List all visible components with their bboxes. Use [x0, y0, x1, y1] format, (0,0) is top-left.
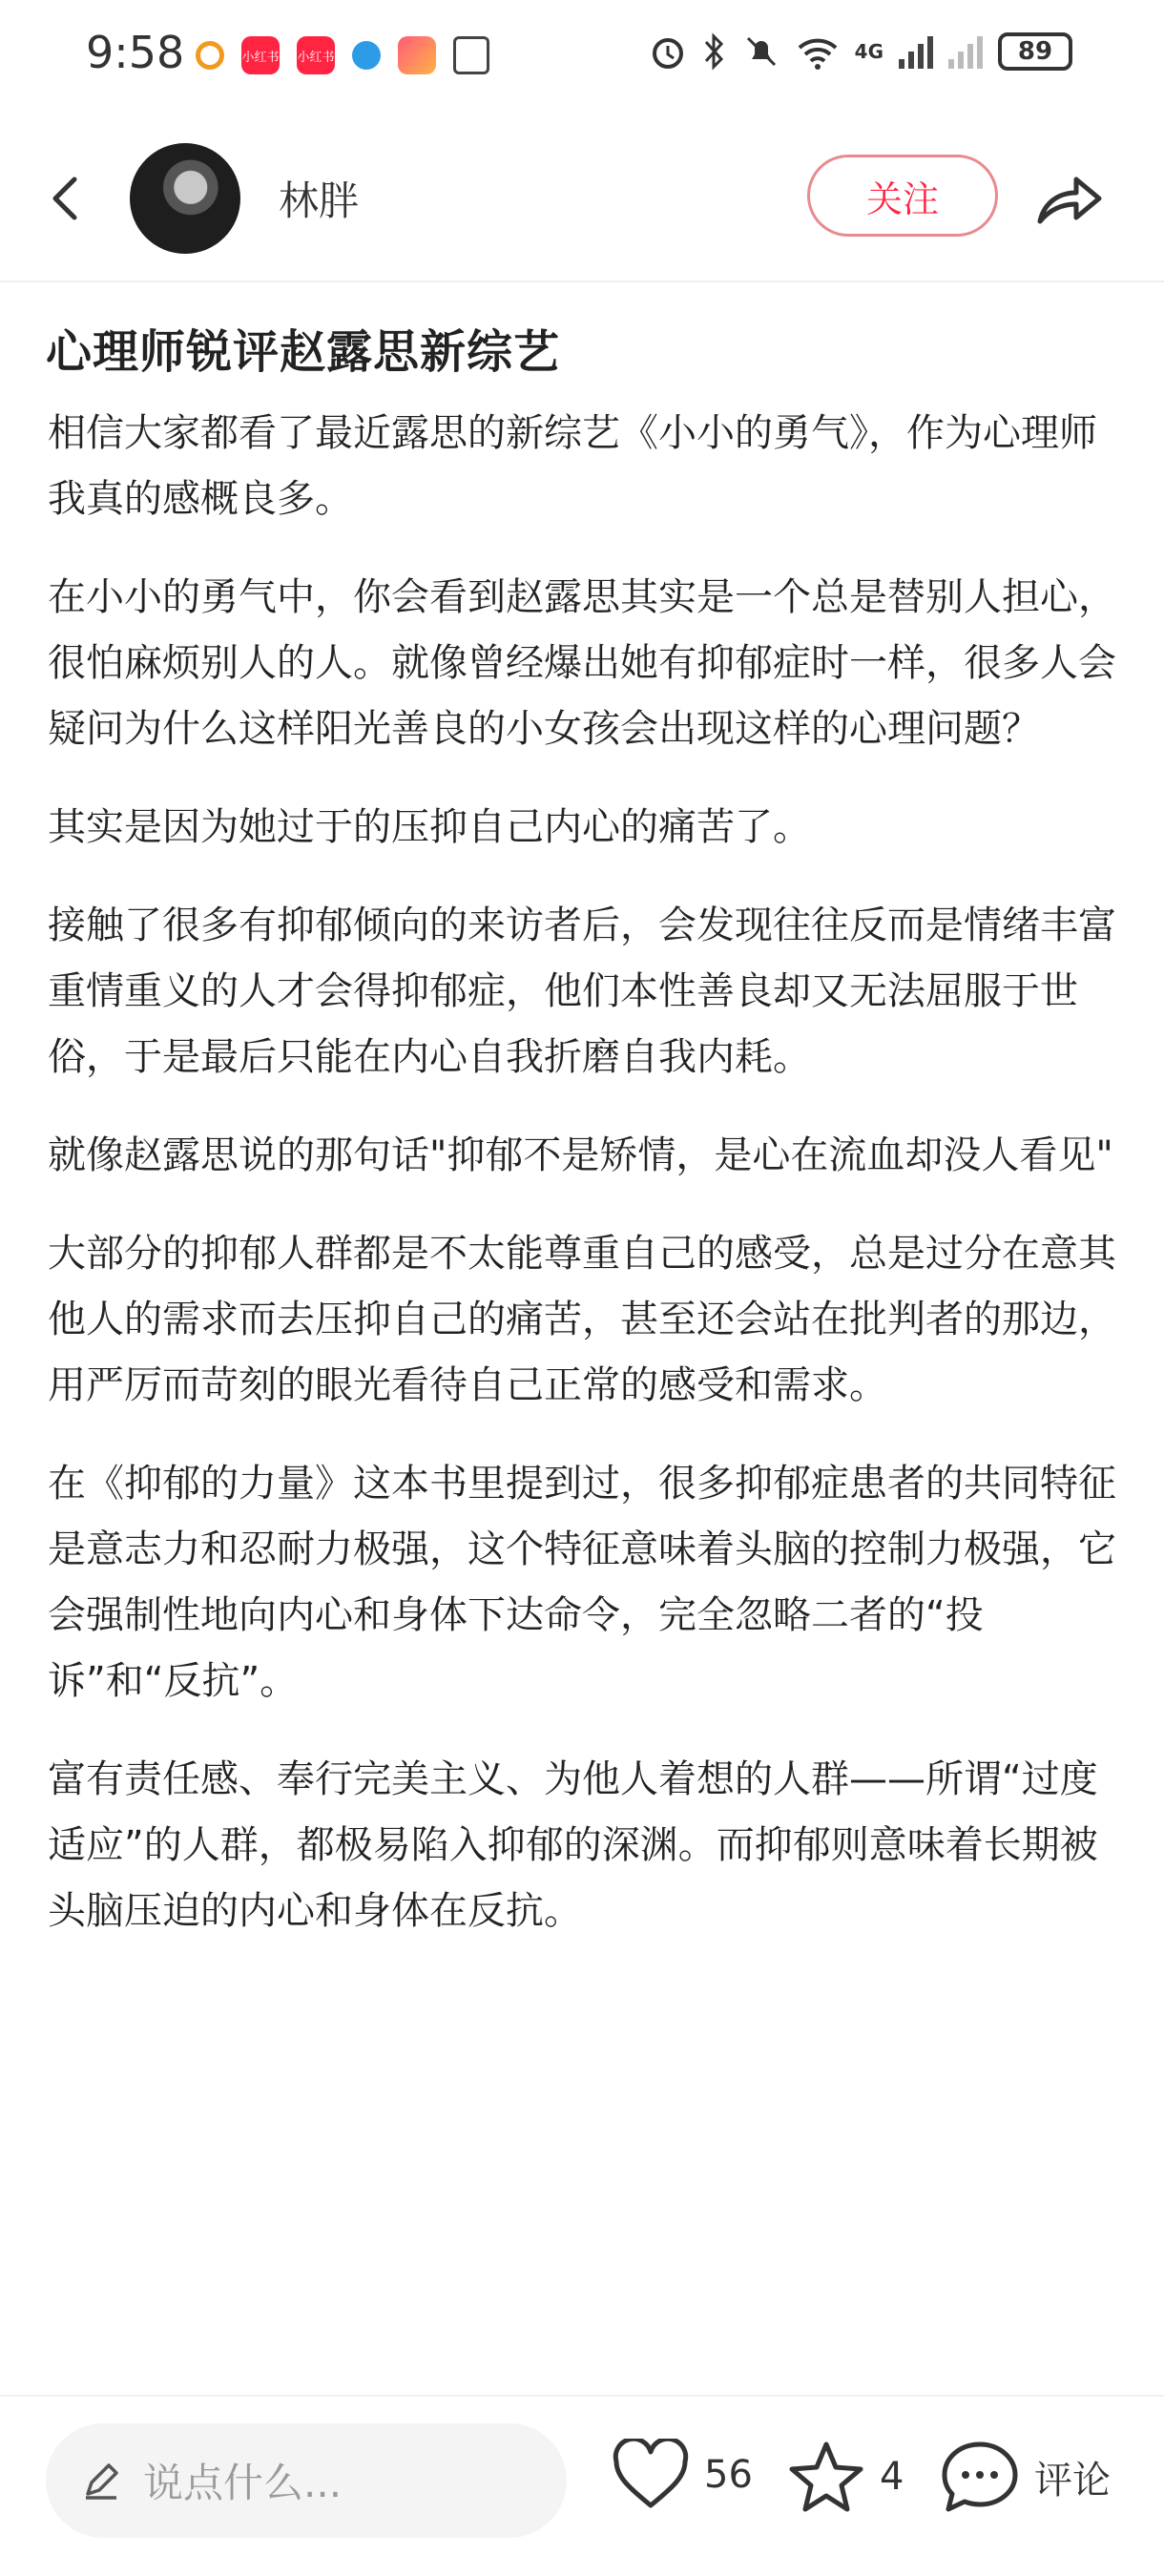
comment-icon: [939, 2439, 1021, 2515]
comment-label: 评论: [1034, 2458, 1111, 2503]
header-divider: [0, 280, 1164, 282]
browser-notification-icon: [352, 41, 381, 70]
avatar[interactable]: [130, 143, 240, 254]
bottom-divider: [0, 2395, 1164, 2397]
paragraph: 就像赵露思说的那句话"抑郁不是矫情，是心在流血却没人看见": [48, 1133, 1113, 1177]
comment-placeholder: 说点什么...: [143, 2460, 343, 2506]
pen-icon: [80, 2460, 122, 2502]
signal-icon: [899, 34, 933, 69]
app-notification-icon: [196, 41, 224, 70]
mute-icon: [742, 32, 780, 71]
post-content: [48, 401, 1116, 1977]
comment-input[interactable]: [46, 2423, 567, 2538]
system-icons: [649, 32, 1072, 71]
paragraph: 在小小的勇气中，你会看到赵露思其实是一个总是替别人担心，很怕麻烦别人的人。就像曾经爆出她有抑郁症时一样，很多人会疑问为什么这样阳光善良的小女孩会出现这样的心理问题？: [48, 575, 1116, 751]
status-bar: [0, 0, 1164, 114]
network-type: 4G: [854, 40, 883, 63]
alarm-icon: [649, 32, 687, 71]
status-time: 9:58: [86, 27, 185, 78]
bluetooth-icon: [702, 32, 727, 71]
like-count: 56: [704, 2453, 753, 2497]
paragraph: 在《抑郁的力量》这本书里提到过，很多抑郁症患者的共同特征是意志力和忍耐力极强，这个特征意味着头脑的控制力极强，它会强制性地向内心和身体下达命令，完全忽略二者的“投诉”和“反抗”。: [48, 1462, 1116, 1703]
battery-level: 89: [1017, 37, 1053, 66]
paragraph: 相信大家都看了最近露思的新综艺《小小的勇气》，作为心理师我真的感概良多。: [48, 411, 1097, 521]
signal-icon-sim2: [948, 34, 983, 69]
xiaohongshu-notification-icon: 小红书: [241, 36, 280, 74]
comment-button[interactable]: [939, 2439, 1111, 2515]
paragraph: 其实是因为她过于的压抑自己内心的痛苦了。: [48, 805, 811, 849]
app-notification-icon: [398, 36, 436, 74]
paragraph: 接触了很多有抑郁倾向的来访者后，会发现往往反而是情绪丰富重情重义的人才会得抑郁症，他们本性善良却又无法屈服于世俗，于是最后只能在内心自我折磨自我内耗。: [48, 904, 1116, 1079]
paragraph: 大部分的抑郁人群都是不太能尊重自己的感受，总是过分在意其他人的需求而去压抑自己的痛苦，甚至还会站在批判者的那边，用严厉而苛刻的眼光看待自己正常的感受和需求。: [48, 1232, 1116, 1407]
post-header: [0, 143, 1164, 277]
star-icon: [786, 2439, 866, 2515]
collect-button[interactable]: [786, 2439, 904, 2515]
back-icon[interactable]: [38, 170, 95, 227]
like-button[interactable]: [611, 2439, 753, 2511]
follow-button[interactable]: 关注: [807, 155, 998, 237]
heart-icon: [611, 2439, 691, 2511]
battery-icon: [998, 32, 1072, 71]
post-title: 心理师锐评赵露思新综艺: [46, 325, 561, 379]
notification-icons: [196, 36, 489, 74]
xiaohongshu-notification-icon: 小红书: [297, 36, 335, 74]
author-name[interactable]: 林胖: [279, 177, 360, 224]
share-icon[interactable]: [1032, 168, 1105, 229]
paragraph: 富有责任感、奉行完美主义、为他人着想的人群——所谓“过度适应”的人群，都极易陷入抑郁的深渊。而抑郁则意味着长期被头脑压迫的内心和身体在反抗。: [48, 1757, 1098, 1933]
collect-count: 4: [880, 2455, 904, 2499]
nfc-icon: [453, 36, 489, 74]
wifi-icon: [796, 32, 840, 71]
